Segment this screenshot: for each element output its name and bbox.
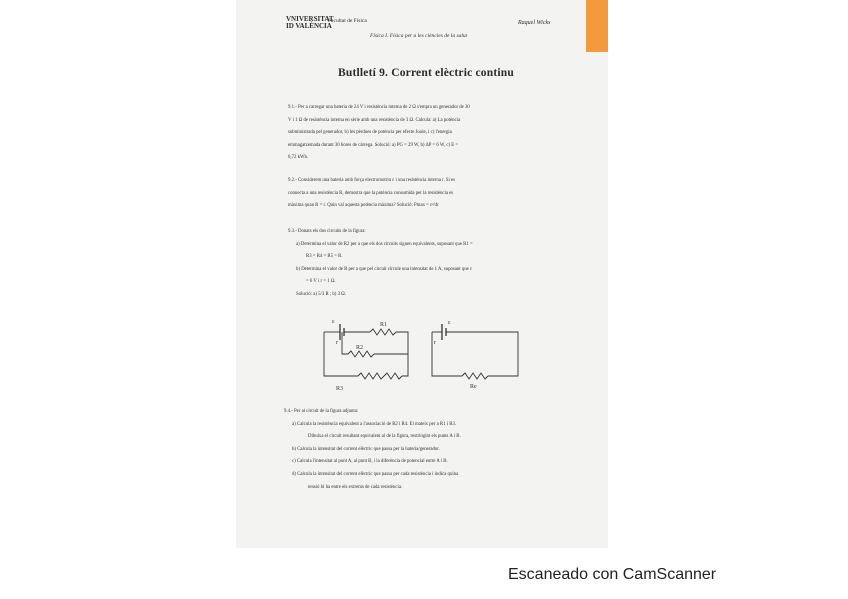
problem-9-2 [288,175,578,213]
scanned-page [236,0,608,548]
label-emf-left: ε [332,319,335,325]
author-name: Raquel Wicks [518,20,551,26]
label-r-right: r [434,340,436,346]
text-line: 0,72 kWh. [288,155,309,161]
text-line: a) Determina el valor de R2 per a que els dos circuits siguen equivalents, suposant que R1 = [296,241,473,247]
university-name-line-1: VNIVERSITAT [286,15,334,23]
text-line: tensió hi ha entre els extrems de cada resistència. [308,484,403,490]
text-line: subministrada pel generador, b) les pèrdues de potència per efecte Joule, i c) l'energia [288,130,452,136]
problem-9-3 [288,226,578,302]
camscanner-watermark: Escaneado con CamScanner [508,566,717,583]
label-r2: R2 [356,345,364,351]
problem-9-4 [284,406,574,494]
text-line: Solució: a) 5/3 R ; b) 3 Ω. [296,291,346,297]
text-line: b) Determina el valor de R per a que pel circuit circule una intensitat de 1 A, suposant que ε [296,266,472,272]
university-logo [286,16,334,30]
problem-9-1 [288,102,578,165]
text-line: 9.1.- Per a carregar una bateria de 24 V i resistència interna de 2 Ω s'empra un generador de 30 [288,105,470,110]
text-line: 9.3.- Donats els dos circuits de la figura: [288,229,366,234]
university-name-line-2: ID VALÈNCIA [286,22,332,30]
text-line: d) Calcula la intensitat del corrent elèctric que passa per cada resistència i indica quina [292,471,459,477]
text-line: emmagatzemada durant 30 hores de càrrega. Solució: a) PG = 29 W, b) ΔP = 6 W, c) E = [288,142,459,148]
faculty-name: Facultat de Física [328,18,367,24]
text-line: b) Calcula la intensitat del corrent elèctric que passa per la bateria/generador. [292,446,440,452]
label-r3: R3 [336,386,344,392]
text-line: 9.4.- Per al circuit de la figura adjunta: [284,409,359,414]
text-line: a) Calcula la resistència equivalent a l'associació de R2 i R4. El mateix per a R1 i R3. [292,421,457,427]
text-line: c) Calcula l'intensitat al punt A, al punt B, i la diferència de potencial entre A i B. [292,459,448,465]
page-title: Butlletí 9. Corrent elèctric continu [338,67,514,79]
label-re: Re [470,384,477,390]
text-line: R3 = R4 = R5 = R. [306,254,343,260]
label-r-left: r [336,340,338,346]
text-line: = 6 V i r = 1 Ω. [306,279,336,285]
text-line: connecta a una resistència R, demostra que la potència consumida per la resistència es [288,190,454,196]
text-line: Dibuixa el circuit resultant equivalent al de la figura, restringint els punts A i B. [308,434,461,440]
text-line: 9.2.- Considerem una bateria amb força electromotriu ε i una resistència interna r. Si es [288,178,456,183]
label-emf-right: ε [448,320,451,326]
circuit-figure [322,314,522,396]
orange-tab [586,0,608,52]
subject-line: Física I. Física per a les ciències de la salut [370,33,468,39]
text-line: V i 1 Ω de resistència interna en sèrie amb una resistència de 3 Ω. Calcula: a) La potència [288,117,461,123]
label-r1: R1 [380,322,388,328]
text-line: màxima quan R = r. Quin val aquesta potència màxima? Solució: Pmax = ε²/4r [288,203,439,209]
